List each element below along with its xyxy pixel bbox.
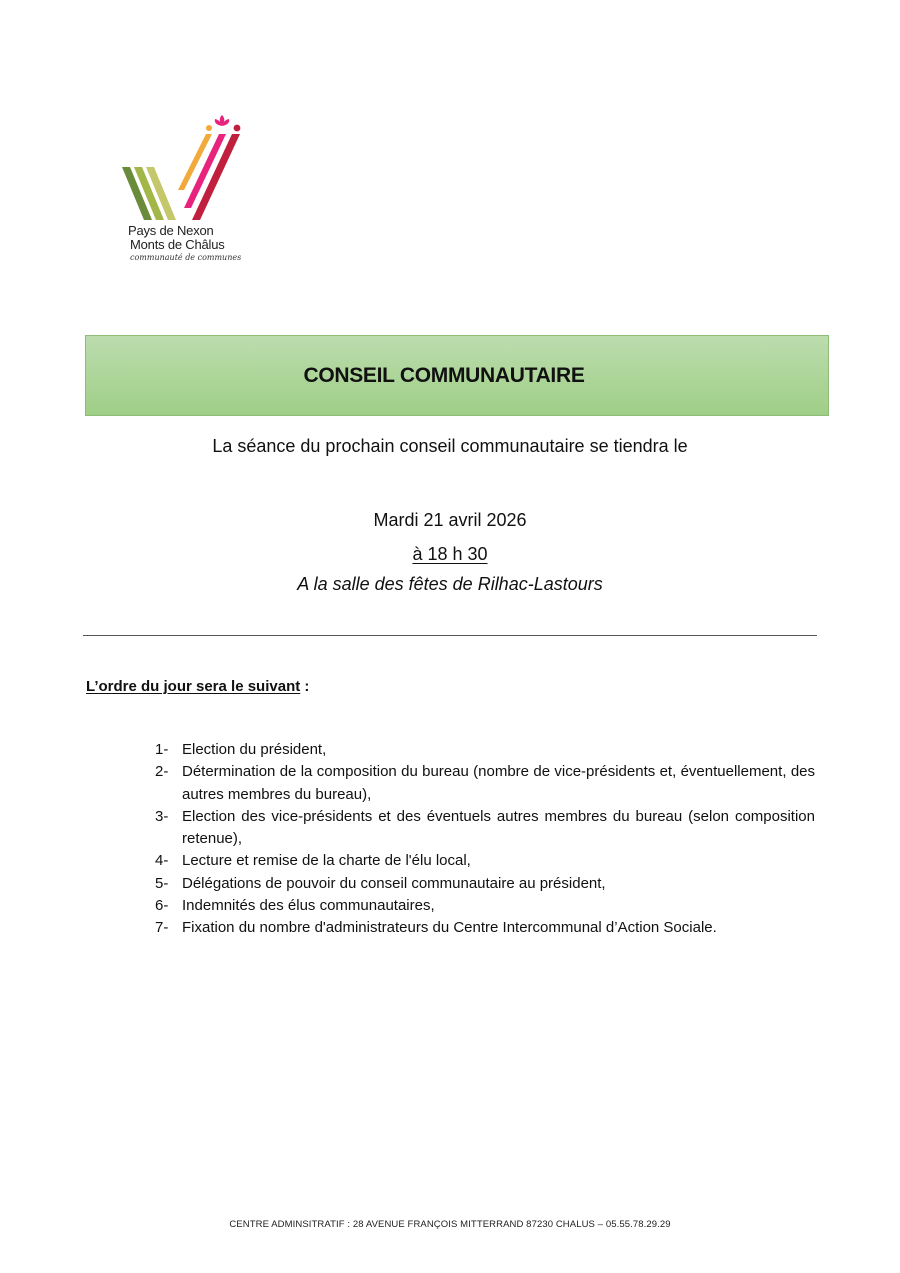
list-item: [155, 895, 815, 917]
meeting-time-text: à 18 h 30: [412, 544, 488, 564]
footer-address: CENTRE ADMINSITRATIF : 28 AVENUE FRANÇOIS MITTERRAND 87230 CHALUS – 05.55.78.29.29: [229, 1219, 671, 1230]
agenda-heading: [86, 678, 309, 695]
list-item-text: Lecture et remise de la charte de l'élu local,: [182, 852, 471, 870]
list-item-text: Election du président,: [182, 741, 327, 758]
list-item-number: 1-: [155, 741, 169, 758]
logo-mark-icon: [118, 112, 248, 222]
meeting-place: A la salle des fêtes de Rilhac-Lastours: [297, 574, 603, 594]
list-item: [155, 739, 815, 761]
list-item: [155, 806, 815, 851]
list-item-text: Indemnités des élus communautaires,: [182, 897, 435, 915]
agenda-heading-text: L’ordre du jour sera le suivant: [86, 678, 301, 695]
logo-name-line1: Pays de Nexon: [128, 223, 214, 238]
logo-name-line2: Monts de Châlus: [130, 237, 225, 252]
intro-text: La séance du prochain conseil communautaire se tiendra le: [212, 436, 688, 456]
list-item-text: Election des vice-présidents et des éventuels autres membres du bureau (selon composition retenue),: [182, 807, 815, 848]
list-item-number: 4-: [155, 852, 169, 870]
list-item: [155, 850, 815, 872]
agenda-heading-colon: :: [300, 678, 310, 695]
logo: [118, 112, 258, 272]
list-item-text: Fixation du nombre d'administrateurs du Centre Intercommunal d’Action Sociale.: [182, 919, 717, 937]
divider: [83, 635, 817, 636]
list-item-number: 7-: [155, 919, 169, 937]
logo-tagline: communauté de communes: [130, 253, 242, 262]
list-item-number: 5-: [155, 874, 169, 892]
list-item: [155, 761, 815, 806]
list-item-number: 6-: [155, 897, 169, 915]
list-item: [155, 917, 815, 939]
list-item-text: Délégations de pouvoir du conseil communautaire au président,: [182, 874, 606, 892]
meeting-time: [0, 544, 900, 565]
list-item: [155, 873, 815, 895]
title-banner: [85, 335, 829, 416]
page-title: CONSEIL COMMUNAUTAIRE: [303, 363, 585, 387]
list-item-number: 2-: [155, 763, 169, 781]
agenda-list: [155, 739, 815, 940]
list-item-text: Détermination de la composition du bureau (nombre de vice-présidents et, éventuellement, des autres membres du bureau),: [182, 763, 815, 803]
list-item-number: 3-: [155, 807, 169, 825]
meeting-date: Mardi 21 avril 2026: [373, 510, 527, 530]
